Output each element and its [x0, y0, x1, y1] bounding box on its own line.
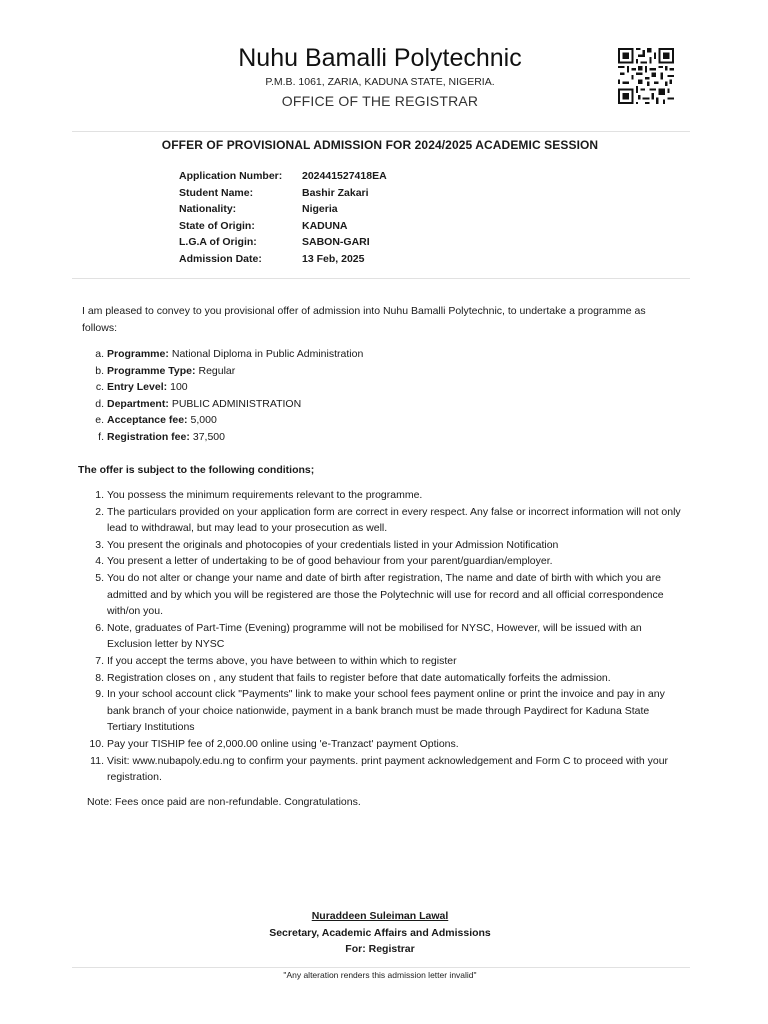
programme-item [84, 346, 363, 363]
condition-item [84, 570, 684, 620]
offer-title: OFFER OF PROVISIONAL ADMISSION FOR 2024/2025 ACADEMIC SESSION [161, 138, 599, 152]
detail-row [179, 234, 599, 251]
list-marker: 5. [95, 571, 104, 584]
condition-item [84, 537, 684, 554]
detail-label: Application Number: [179, 170, 283, 182]
list-marker: 11. [90, 754, 104, 767]
detail-row [179, 185, 599, 202]
signatory-name: Nuraddeen Suleiman Lawal [311, 910, 449, 922]
condition-text: You present a letter of undertaking to be of good behaviour from your parent/guardian/employer. [107, 555, 553, 568]
list-marker: 3. [95, 538, 104, 551]
condition-text: You do not alter or change your name and date of birth after registration, The name and date of birth with which you are admitted and by which you will be registered are those the Polytechnic will use for record and all official correspondence with/on you. [107, 571, 664, 618]
list-marker: 7. [95, 654, 104, 667]
institution-address: P.M.B. 1061, ZARIA, KADUNA STATE, NIGERIA. [265, 76, 495, 88]
programme-item-label: Programme Type: [107, 364, 196, 377]
detail-value: Nigeria [302, 203, 338, 216]
programme-item-label: Department: [107, 397, 169, 410]
condition-item [84, 686, 684, 736]
condition-item [84, 620, 684, 653]
programme-item-value: National Diploma in Public Administration [171, 348, 364, 360]
divider [72, 131, 690, 132]
list-marker: b. [95, 364, 104, 377]
detail-label: Nationality: [179, 203, 237, 216]
condition-text: In your school account click "Payments" link to make your school fees payment online or print the invoice and pay in any bank branch of your choice nationwide, payment in a bank branch must be made through Paydirect for Kaduna State Tertiary Institutions [107, 688, 665, 734]
list-marker: e. [95, 414, 104, 427]
condition-item [84, 736, 684, 753]
list-marker: 10. [89, 737, 104, 750]
institution-name: Nuhu Bamalli Polytechnic [238, 44, 522, 72]
list-marker: 4. [95, 555, 104, 568]
programme-item-label: Registration fee: [107, 430, 190, 443]
programme-list [84, 346, 363, 446]
student-details [179, 168, 599, 268]
detail-value: KADUNA [302, 219, 348, 232]
condition-text: The particulars provided on your application form are correct in every respect. Any false or incorrect information will not only lead to withdrawal, but may lead to your prosecution as well. [107, 505, 681, 535]
list-marker: 8. [95, 671, 104, 684]
detail-label: Admission Date: [179, 252, 262, 265]
detail-value: SABON-GARI [302, 236, 370, 249]
office-name: OFFICE OF THE REGISTRAR [281, 93, 479, 109]
intro-paragraph: I am pleased to convey to you provisional offer of admission into Nuhu Bamalli Polytechnic, to undertake a programme as follows: [82, 305, 646, 334]
signatory-block [0, 908, 760, 958]
programme-item-label: Acceptance fee: [107, 414, 188, 427]
detail-value: 202441527418EA [302, 170, 387, 182]
conditions-heading: The offer is subject to the following conditions; [78, 464, 315, 476]
detail-row [179, 201, 599, 218]
programme-item-value: 5,000 [190, 414, 217, 427]
fees-note: Note: Fees once paid are non-refundable. Congratulations. [87, 796, 361, 808]
condition-item [84, 553, 684, 570]
detail-row [179, 251, 599, 268]
detail-value: Bashir Zakari [302, 186, 369, 199]
letter-header [0, 0, 768, 130]
conditions-list [84, 487, 684, 786]
detail-row [179, 168, 599, 185]
programme-item-value: 37,500 [192, 430, 225, 443]
list-marker: d. [95, 397, 104, 410]
footer-note: "Any alteration renders this admission letter invalid" [283, 970, 477, 980]
detail-label: L.G.A of Origin: [179, 236, 257, 249]
condition-text: If you accept the terms above, you have between to within which to register [107, 654, 457, 667]
list-marker: a. [95, 348, 104, 360]
detail-label: Student Name: [179, 186, 254, 199]
condition-item [84, 504, 684, 537]
programme-item-value: 100 [170, 381, 188, 394]
condition-text: Pay your TISHIP fee of 2,000.00 online using 'e-Tranzact' payment Options. [107, 737, 459, 750]
qr-code-icon [618, 48, 674, 104]
condition-text: Note, graduates of Part-Time (Evening) programme will not be mobilised for NYSC, However, will be issued with an Exclusion letter by NYSC [107, 621, 642, 651]
list-marker: 9. [95, 688, 104, 701]
condition-text: Visit: www.nubapoly.edu.ng to confirm your payments. print payment acknowledgement and Form C to proceed with your registration. [107, 754, 669, 784]
condition-text: You possess the minimum requirements relevant to the programme. [107, 489, 423, 501]
programme-item-label: Programme: [107, 348, 169, 360]
signatory-for: For: Registrar [345, 943, 415, 956]
signatory-position: Secretary, Academic Affairs and Admissions [269, 926, 491, 939]
list-marker: c. [95, 381, 104, 394]
programme-item-value: Regular [198, 364, 236, 377]
condition-item [84, 670, 684, 687]
condition-item [84, 753, 684, 786]
programme-item [84, 396, 363, 413]
detail-row [179, 218, 599, 235]
list-marker: f. [98, 430, 104, 443]
divider [72, 967, 690, 968]
programme-item [84, 379, 363, 396]
programme-item-label: Entry Level: [107, 381, 168, 394]
list-marker: 2. [95, 505, 104, 518]
programme-item [84, 429, 363, 446]
list-marker: 1. [95, 489, 104, 501]
condition-item [84, 487, 684, 504]
list-marker: 6. [95, 621, 104, 634]
programme-item-value: PUBLIC ADMINISTRATION [171, 397, 302, 410]
programme-item [84, 412, 363, 429]
detail-label: State of Origin: [179, 219, 255, 232]
condition-text: You present the originals and photocopies of your credentials listed in your Admission Notification [107, 538, 559, 551]
condition-text: Registration closes on , any student that fails to register before that date automatically forfeits the admission. [107, 671, 611, 684]
detail-value: 13 Feb, 2025 [302, 252, 365, 265]
programme-item [84, 363, 363, 380]
condition-item [84, 653, 684, 670]
divider [72, 278, 690, 279]
